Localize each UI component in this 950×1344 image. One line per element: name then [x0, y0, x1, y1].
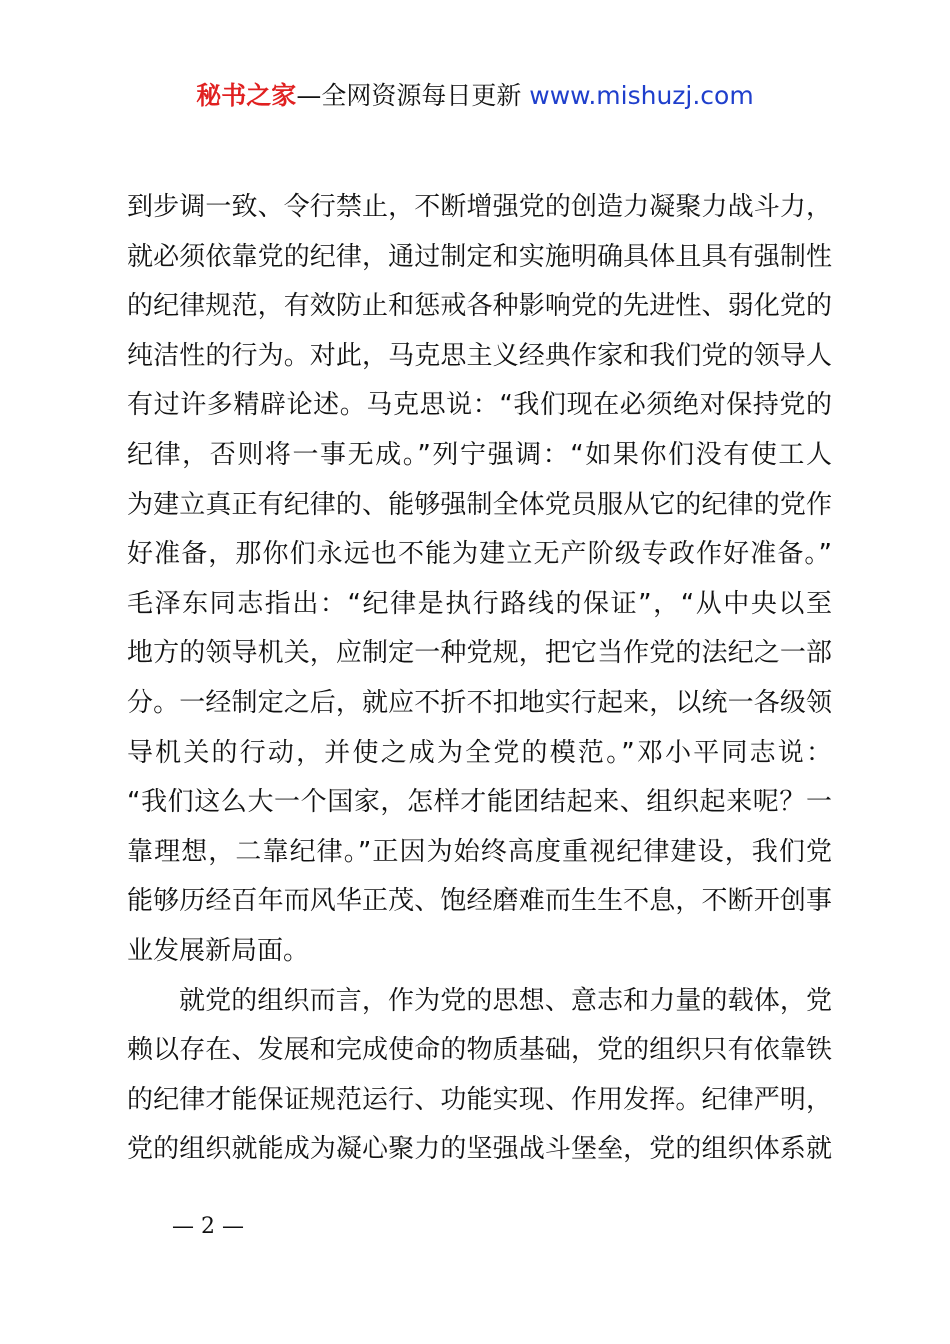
text-line: 到步调一致、令行禁止，不断增强党的创造力凝聚力战斗力， [127, 192, 832, 222]
text-line: 导机关的行动，并使之成为全党的模范。”邓小平同志说： [127, 737, 832, 768]
text-line: 毛泽东同志指出：“纪律是执行路线的保证”，“从中央以至 [127, 588, 832, 619]
text-line: 就必须依靠党的纪律，通过制定和实施明确具体且具有强制性 [127, 241, 832, 272]
text-line: 靠理想，二靠纪律。”正因为始终高度重视纪律建设，我们党 [127, 836, 832, 867]
site-brand: 秘书之家 [196, 81, 297, 110]
site-url[interactable]: www.mishuzj.com [529, 81, 754, 110]
text-line: 党的组织就能成为凝心聚力的坚强战斗堡垒，党的组织体系就 [127, 1134, 832, 1165]
document-body [127, 183, 832, 1175]
text-line: 好准备，那你们永远也不能为建立无产阶级专政作好准备。” [127, 539, 832, 570]
page-number: — 2 — [172, 1214, 244, 1239]
text-line: 赖以存在、发展和完成使命的物质基础，党的组织只有依靠铁 [127, 1035, 832, 1066]
text-line: 有过许多精辟论述。马克思说：“我们现在必须绝对保持党的 [127, 390, 832, 421]
text-line: 纯洁性的行为。对此，马克思主义经典作家和我们党的领导人 [127, 340, 832, 371]
site-header [0, 78, 950, 114]
text-line: 分。一经制定之后，就应不折不扣地实行起来，以统一各级领 [127, 687, 832, 718]
text-line: 业发展新局面。 [127, 935, 310, 966]
text-line: 的纪律才能保证规范运行、功能实现、作用发挥。纪律严明， [127, 1084, 832, 1115]
text-line: 的纪律规范，有效防止和惩戒各种影响党的先进性、弱化党的 [127, 291, 832, 322]
text-line: 纪律，否则将一事无成。”列宁强调：“如果你们没有使工人 [127, 439, 832, 470]
paragraph-first-line: 就党的组织而言，作为党的思想、意志和力量的载体，党 [179, 985, 832, 1016]
text-line: 为建立真正有纪律的、能够强制全体党员服从它的纪律的党作 [127, 489, 832, 520]
text-line: “我们这么大一个国家，怎样才能团结起来、组织起来呢？一 [127, 787, 832, 818]
text-line: 能够历经百年而风华正茂、饱经磨难而生生不息，不断开创事 [127, 886, 832, 917]
text-line: 地方的领导机关，应制定一种党规，把它当作党的法纪之一部 [127, 638, 832, 669]
site-slogan: —全网资源每日更新 [296, 81, 522, 110]
